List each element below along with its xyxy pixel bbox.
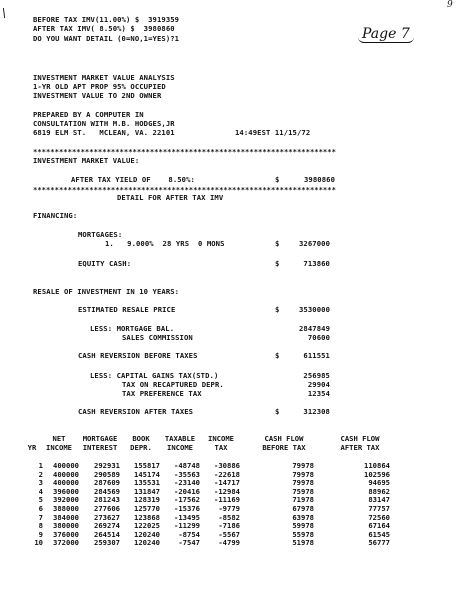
cash-reversion-before-label: CASH REVERSION BEFORE TAXES [78,351,198,360]
table-cell: 135531 [134,478,160,488]
table-cell: 120240 [134,538,160,548]
table-cell: -35563 [174,469,200,479]
table-cell: -8582 [218,512,240,522]
sales-commission-label: SALES COMMISSION [122,333,193,342]
estimated-resale-label: ESTIMATED RESALE PRICE [78,305,176,314]
table-cell: 83147 [368,495,390,505]
table-cell: -5567 [218,529,240,539]
address-line: 6819 ELM ST. MCLEAN, VA. 22101 [33,128,175,137]
table-header-3-top: BOOK [132,434,150,443]
table-cell: 79978 [292,461,314,470]
table-header-4-top: TAXABLE [164,434,196,443]
table-cell: 292931 [94,461,120,470]
table-cell: 71978 [292,495,314,505]
table-cell: -17562 [174,495,200,505]
table-cell: 122025 [134,521,160,531]
table-cell: 3 [38,478,43,488]
mortgage-value: 3267000 [299,239,330,248]
corner-handwritten-number: 9 [447,0,453,10]
investment-value-description: INVESTMENT VALUE TO 2ND OWNER [33,91,162,100]
tax-preference-value: 12354 [307,389,330,398]
table-cell: -11299 [174,521,200,531]
analysis-title: INVESTMENT MARKET VALUE ANALYSIS [33,73,175,82]
table-cell: 59978 [292,521,314,531]
mortgage-line: 1. 9.000% 28 YRS 0 MONS [105,239,225,248]
table-header-0-bottom: YR [27,443,37,452]
tax-preference-label: TAX PREFERENCE TAX [122,389,202,398]
separator-line: ********************************************************************** [33,148,336,156]
table-header-6-top: CASH FLOW [264,434,304,443]
cash-flow-table [0,462,390,548]
resale-label: RESALE OF INVESTMENT IN 10 YEARS: [33,287,180,296]
table-cell: -12984 [214,486,240,496]
table-header-7-top: CASH FLOW [340,434,380,443]
table-cell: -15376 [174,503,200,513]
table-row [0,539,390,548]
table-cell: 388000 [53,503,79,513]
cash-reversion-after-value: 312308 [303,407,330,416]
table-cell: 372000 [53,538,79,548]
table-cell: 63978 [292,512,314,522]
table-cell: 400000 [53,478,79,488]
separator-line-2: ********************************************************************** [33,186,336,194]
prepared-by-line: PREPARED BY A COMPUTER IN [33,110,144,119]
table-cell: 88962 [368,486,390,496]
table-cell: 10 [34,538,43,548]
table-cell: 102596 [364,469,390,479]
table-cell: -30886 [214,461,240,470]
after-tax-yield-value: 3980860 [304,175,335,184]
table-cell: 9 [38,529,43,539]
table-header-6-bottom: BEFORE TAX [262,443,306,452]
table-cell: 4 [38,486,43,496]
recaptured-depr-label: TAX ON RECAPTURED DEPR. [122,380,224,389]
table-cell: -20416 [174,486,200,496]
table-cell: 61545 [368,529,390,539]
table-cell: 1 [38,461,43,470]
table-cell: 284569 [94,486,120,496]
table-cell: 290589 [94,469,120,479]
property-description: 1-YR OLD APT PROP 95% OCCUPIED [33,82,166,91]
table-cell: -11169 [214,495,240,505]
after-tax-yield-label: AFTER TAX YIELD OF 8.50%: [71,175,195,184]
table-cell: 6 [38,503,43,513]
table-cell: 56777 [368,538,390,548]
table-cell: 79978 [292,469,314,479]
table-header-2-top: MORTGAGE [82,434,118,443]
table-header-3-bottom: DEPR. [130,443,152,452]
table-cell: 384000 [53,512,79,522]
less-mortgage-label: LESS: MORTGAGE BAL. [90,324,175,333]
table-header-4-bottom: INCOME [167,443,193,452]
table-cell: 380000 [53,521,79,531]
table-cell: -22618 [214,469,240,479]
table-cell: -8754 [178,529,200,539]
sales-commission-value: 70600 [307,333,330,342]
table-cell: 94695 [368,478,390,488]
timestamp: 14:49EST 11/15/72 [235,128,311,137]
after-tax-imv-line: AFTER TAX IMV( 8.50%) $ 3980860 [33,24,175,33]
table-cell: 376000 [53,529,79,539]
table-header-5-bottom: TAX [214,443,228,452]
table-cell: 400000 [53,461,79,470]
table-cell: 7 [38,512,43,522]
table-header-7-bottom: AFTER TAX [340,443,380,452]
page-label: Page 7 [358,26,414,43]
detail-prompt-line: DO YOU WANT DETAIL (0=NO,1=YES)?1 [33,34,180,43]
table-cell: -4799 [218,538,240,548]
table-cell: 123868 [134,512,160,522]
table-cell: 396000 [53,486,79,496]
consultation-line: CONSULTATION WITH M.B. HODGES,JR [33,119,175,128]
estimated-resale-value: 3530000 [299,305,330,314]
after-tax-yield-dollar: $ [275,175,280,184]
table-cell: 264514 [94,529,120,539]
capital-gains-value: 256985 [303,371,330,380]
detail-label: DETAIL FOR AFTER TAX IMV [117,193,224,202]
table-cell: 120240 [134,529,160,539]
equity-cash-value: 713860 [303,259,330,268]
table-cell: -13495 [174,512,200,522]
table-cell: 277606 [94,503,120,513]
estimated-resale-dollar: $ [275,305,280,314]
table-cell: -48748 [174,461,200,470]
table-cell: 77757 [368,503,390,513]
table-cell: 131847 [134,486,160,496]
table-cell: 400000 [53,469,79,479]
mortgages-label: MORTGAGES: [78,230,123,239]
table-cell: -7186 [218,521,240,531]
table-cell: 51978 [292,538,314,548]
table-cell: 281243 [94,495,120,505]
table-header-5-top: INCOME [208,434,234,443]
table-cell: 273627 [94,512,120,522]
table-cell: -14717 [214,478,240,488]
table-cell: 392000 [53,495,79,505]
financing-label: FINANCING: [33,211,78,220]
table-cell: 55978 [292,529,314,539]
table-cell: 67978 [292,503,314,513]
table-cell: 5 [38,495,43,505]
table-cell: 72560 [368,512,390,522]
table-cell: 8 [38,521,43,531]
table-cell: -23140 [174,478,200,488]
corner-tick-mark: \ [2,6,7,20]
table-cell: 2 [38,469,43,479]
mortgage-dollar: $ [275,239,280,248]
table-header-1-bottom: INCOME [46,443,72,452]
cash-reversion-after-label: CASH REVERSION AFTER TAXES [78,407,194,416]
table-cell: 145174 [134,469,160,479]
capital-gains-label: LESS: CAPITAL GAINS TAX(STD.) [90,371,219,380]
recaptured-depr-value: 29904 [307,380,330,389]
table-header-2-bottom: INTEREST [82,443,118,452]
table-cell: 79978 [292,478,314,488]
table-cell: 269274 [94,521,120,531]
table-cell: 155817 [134,461,160,470]
table-cell: 75978 [292,486,314,496]
before-tax-imv-line: BEFORE TAX IMV(11.00%) $ 3919359 [33,15,180,24]
table-cell: 287609 [94,478,120,488]
table-cell: 67164 [368,521,390,531]
table-cell: 125770 [134,503,160,513]
equity-cash-dollar: $ [275,259,280,268]
cash-reversion-before-dollar: $ [275,351,280,360]
table-cell: 259307 [94,538,120,548]
table-cell: -7547 [178,538,200,548]
table-cell: 128319 [134,495,160,505]
imv-label: INVESTMENT MARKET VALUE: [33,156,140,165]
table-cell: 110864 [364,461,390,470]
table-cell: -9779 [218,503,240,513]
cash-reversion-after-dollar: $ [275,407,280,416]
less-mortgage-value: 2847849 [299,324,330,333]
cash-reversion-before-value: 611551 [303,351,330,360]
table-header-1-top: NET [52,434,66,443]
equity-cash-label: EQUITY CASH: [78,259,132,268]
